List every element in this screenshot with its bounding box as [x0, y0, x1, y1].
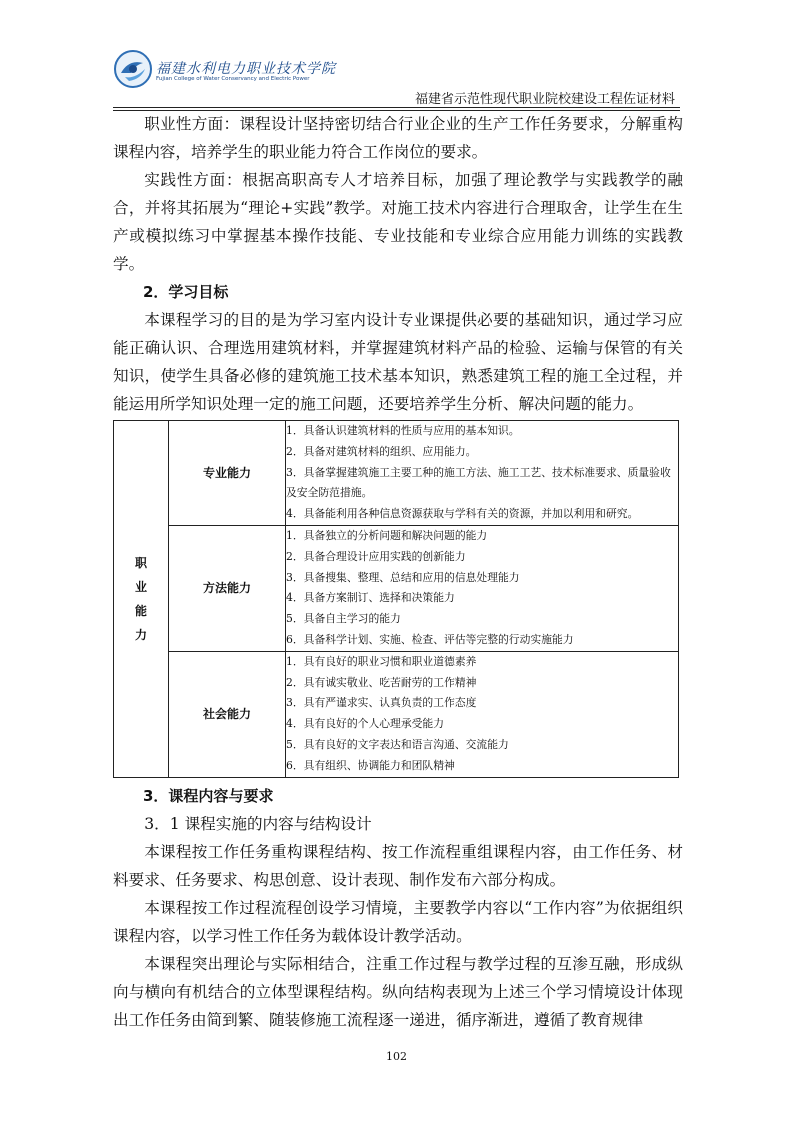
- list-item: 3．具备搜集、整理、总结和应用的信息处理能力: [286, 570, 520, 584]
- paragraph: 实践性方面：根据高职高专人才培养目标，加强了理论教学与实践教学的融合，并将其拓展为“理论+实践”教学。对施工技术内容进行合理取舍，让学生在生产或模拟练习中掌握基本操作技能、专业技能和专业综合应用能力训练的实践教学。: [113, 171, 683, 273]
- paragraph: 本课程按工作过程流程创设学习情境，主要教学内容以“工作内容”为依据组织课程内容，以学习性工作任务为载体设计教学活动。: [113, 898, 683, 945]
- category-cell: [114, 421, 169, 778]
- section-heading: 3．课程内容与要求: [143, 786, 274, 805]
- list-item: 5．具有良好的文字表达和语言沟通、交流能力: [286, 737, 509, 751]
- category-char: 职: [134, 555, 147, 570]
- paragraph: 职业性方面：课程设计坚持密切结合行业企业的生产工作任务要求，分解重构课程内容，培养学生的职业能力符合工作岗位的要求。: [113, 115, 683, 161]
- document-body: [113, 110, 683, 1034]
- group-items: [286, 421, 679, 526]
- group-items: [286, 651, 679, 777]
- list-item: 3．具有严谨求实、认真负责的工作态度: [286, 696, 477, 710]
- group-name: 专业能力: [169, 421, 286, 526]
- list-item: 2．具有诚实敬业、吃苦耐劳的工作精神: [286, 675, 477, 689]
- header-title: 福建省示范性现代职业院校建设工程佐证材料: [414, 92, 675, 107]
- college-logo-icon: [113, 49, 153, 89]
- list-item: 5．具备自主学习的能力: [286, 612, 401, 626]
- ability-table: [113, 420, 679, 778]
- category-char: 能: [134, 603, 147, 618]
- group-name: 方法能力: [169, 525, 286, 651]
- list-item: 6．具备科学计划、实施、检查、评估等完整的行动实施能力: [286, 632, 574, 646]
- paragraph: 本课程学习的目的是为学习室内设计专业课提供必要的基础知识，通过学习应能正确认识、合理选用建筑材料，并掌握建筑材料产品的检验、运输与保管的有关知识，使学生具备必修的建筑施工技术基本知识，熟悉建筑工程的施工全过程，并能运用所学知识处理一定的施工问题，还要培养学生分析、解决问题的能力。: [113, 311, 683, 413]
- group-name: 社会能力: [169, 651, 286, 777]
- page-header: [0, 0, 793, 110]
- list-item: 1．具有良好的职业习惯和职业道德素养: [286, 654, 477, 668]
- list-item: 4．具有良好的个人心理承受能力: [286, 717, 445, 731]
- paragraph: 本课程按工作任务重构课程结构、按工作流程重组课程内容，由工作任务、材料要求、任务要求、构思创意、设计表现、制作发布六部分构成。: [113, 842, 683, 889]
- category-char: 业: [134, 579, 147, 594]
- page-number: 102: [386, 1050, 407, 1063]
- school-name: 福建水利电力职业技术学院: [156, 61, 336, 77]
- paragraph: 本课程突出理论与实际相结合，注重工作过程与教学过程的互渗互融，形成纵向与横向有机结合的立体型课程结构。纵向结构表现为上述三个学习情境设计体现出工作任务由简到繁、随装修施工流程逐一递进，循序渐进，遵循了教育规律: [113, 954, 683, 1029]
- table-row: [114, 525, 679, 651]
- list-item: 1．具备认识建筑材料的性质与应用的基本知识。: [286, 424, 520, 437]
- list-item: 4．具备能利用各种信息资源获取与学科有关的资源，并加以利用和研究。: [286, 507, 639, 521]
- school-subtitle: Fujian College of Water Conservancy and Electric Power: [156, 76, 310, 82]
- list-item: 4．具备方案制订、选择和决策能力: [286, 591, 455, 605]
- list-item: 2．具备合理设计应用实践的创新能力: [286, 549, 466, 563]
- group-items: [286, 525, 679, 651]
- list-item: 2．具备对建筑材料的组织、应用能力。: [286, 444, 477, 458]
- category-char: 力: [134, 627, 147, 642]
- table-row: [114, 651, 679, 777]
- table-row: [114, 421, 679, 526]
- section-heading: 2．学习目标: [143, 283, 229, 301]
- subsection-heading: 3．1 课程实施的内容与结构设计: [144, 814, 372, 833]
- list-item: 1．具备独立的分析问题和解决问题的能力: [286, 528, 488, 542]
- list-item: 6．具有组织、协调能力和团队精神: [286, 758, 455, 772]
- list-item: 3．具备掌握建筑施工主要工种的施工方法、施工工艺、技术标准要求、质量验收及安全防范措施。: [286, 465, 671, 500]
